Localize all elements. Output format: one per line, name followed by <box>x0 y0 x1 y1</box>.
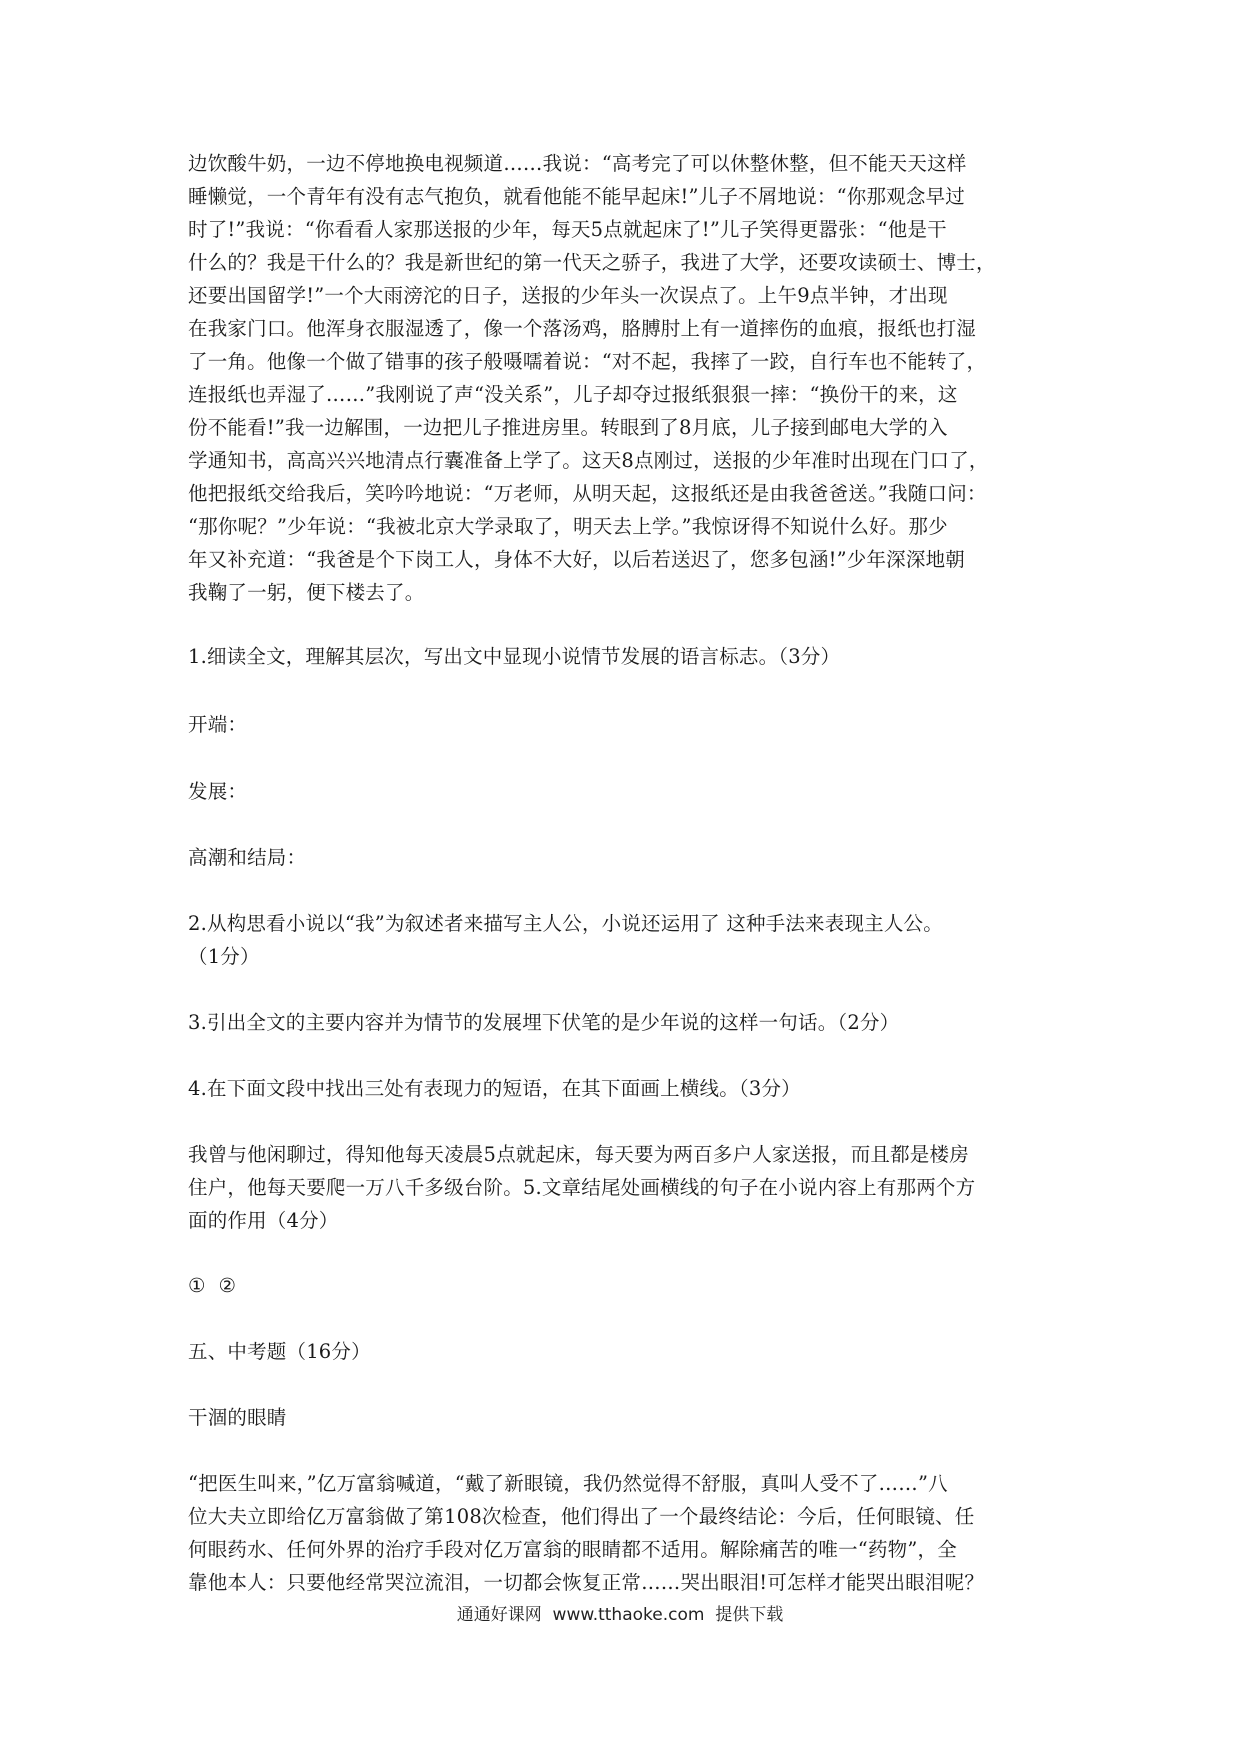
answer-label-start: 开端： <box>188 713 248 736</box>
question-4-passage-line: 我曾与他闲聊过，得知他每天凌晨5点就起床，每天要为两百多户人家送报，而且都是楼房 <box>188 1143 969 1166</box>
story-line: 我鞠了一躬，便下楼去了。 <box>188 581 425 604</box>
question-5-answer-markers: ① ② <box>188 1274 237 1297</box>
story-line: 还要出国留学!”一个大雨滂沱的日子，送报的少年头一次误点了。上午9点半钟，才出现 <box>188 284 948 307</box>
story-line: 年又补充道：“我爸是个下岗工人，身体不大好，以后若送迟了，您多包涵!”少年深深地朝 <box>188 548 965 571</box>
answer-label-climax: 高潮和结局： <box>188 846 307 869</box>
story-line: 在我家门口。他浑身衣服湿透了，像一个落汤鸡，胳膊肘上有一道摔伤的血痕，报纸也打湿 <box>188 317 977 340</box>
story-line: 份不能看!”我一边解围，一边把儿子推进房里。转眼到了8月底，儿子接到邮电大学的入 <box>188 416 948 439</box>
story-line: “那你呢？”少年说：“我被北京大学录取了，明天去上学。”我惊讶得不知说什么好。那少 <box>188 515 948 538</box>
section-5-line: 位大夫立即给亿万富翁做了第108次检查，他们得出了一个最终结论：今后，任何眼镜、任 <box>188 1505 975 1528</box>
question-2-line-2: （1分） <box>188 945 260 968</box>
story-line: 时了!”我说：“你看看人家那送报的少年，每天5点就起床了!”儿子笑得更嚣张：“他是干 <box>188 218 947 241</box>
story-line: 边饮酸牛奶，一边不停地换电视频道……我说：“高考完了可以休整休整，但不能天天这样 <box>188 152 967 175</box>
story-line: 了一角。他像一个做了错事的孩子般嗫嚅着说：“对不起，我摔了一跤，自行车也不能转了， <box>188 350 987 373</box>
question-3: 3.引出全文的主要内容并为情节的发展埋下伏笔的是少年说的这样一句话。（2分） <box>188 1011 900 1034</box>
story-line: 学通知书，高高兴兴地清点行囊准备上学了。这天8点刚过，送报的少年准时出现在门口了， <box>188 449 989 472</box>
story-title: 干涸的眼睛 <box>188 1406 287 1429</box>
section-heading: 五、中考题（16分） <box>188 1340 371 1363</box>
question-1: 1.细读全文，理解其层次，写出文中显现小说情节发展的语言标志。（3分） <box>188 645 841 668</box>
answer-label-development: 发展： <box>188 780 248 803</box>
story-line: 连报纸也弄湿了……”我刚说了声“没关系”，儿子却夺过报纸狠狠一摔：“换份干的来，这 <box>188 383 958 406</box>
story-line: 睡懒觉，一个青年有没有志气抱负，就看他能不能早起床!”儿子不屑地说：“你那观念早过 <box>188 185 965 208</box>
question-4-passage-line: 住户，他每天要爬一万八千多级台阶。5.文章结尾处画横线的句子在小说内容上有那两个方 <box>188 1176 976 1199</box>
section-5-line: “把医生叫来，”亿万富翁喊道，“戴了新眼镜，我仍然觉得不舒服，真叫人受不了……”八 <box>188 1472 948 1495</box>
question-4-passage-line: 面的作用（4分） <box>188 1209 339 1232</box>
story-line: 什么的？我是干什么的？我是新世纪的第一代天之骄子，我进了大学，还要攻读硕士、博士， <box>188 251 996 274</box>
section-5-line: 靠他本人：只要他经常哭泣流泪，一切都会恢复正常……哭出眼泪!可怎样才能哭出眼泪呢？ <box>188 1571 985 1594</box>
question-2-line-1: 2.从构思看小说以“我”为叙述者来描写主人公，小说还运用了 这种手法来表现主人公。 <box>188 912 943 935</box>
section-5-line: 何眼药水、任何外界的治疗手段对亿万富翁的眼睛都不适用。解除痛苦的唯一“药物”，全 <box>188 1538 957 1561</box>
page-footer: 通通好课网 www.tthaoke.com 提供下载 <box>456 1605 784 1625</box>
story-line: 他把报纸交给我后，笑吟吟地说：“万老师，从明天起，这报纸还是由我爸爸送。”我随口问： <box>188 482 987 505</box>
question-4: 4.在下面文段中找出三处有表现力的短语，在其下面画上横线。（3分） <box>188 1077 801 1100</box>
